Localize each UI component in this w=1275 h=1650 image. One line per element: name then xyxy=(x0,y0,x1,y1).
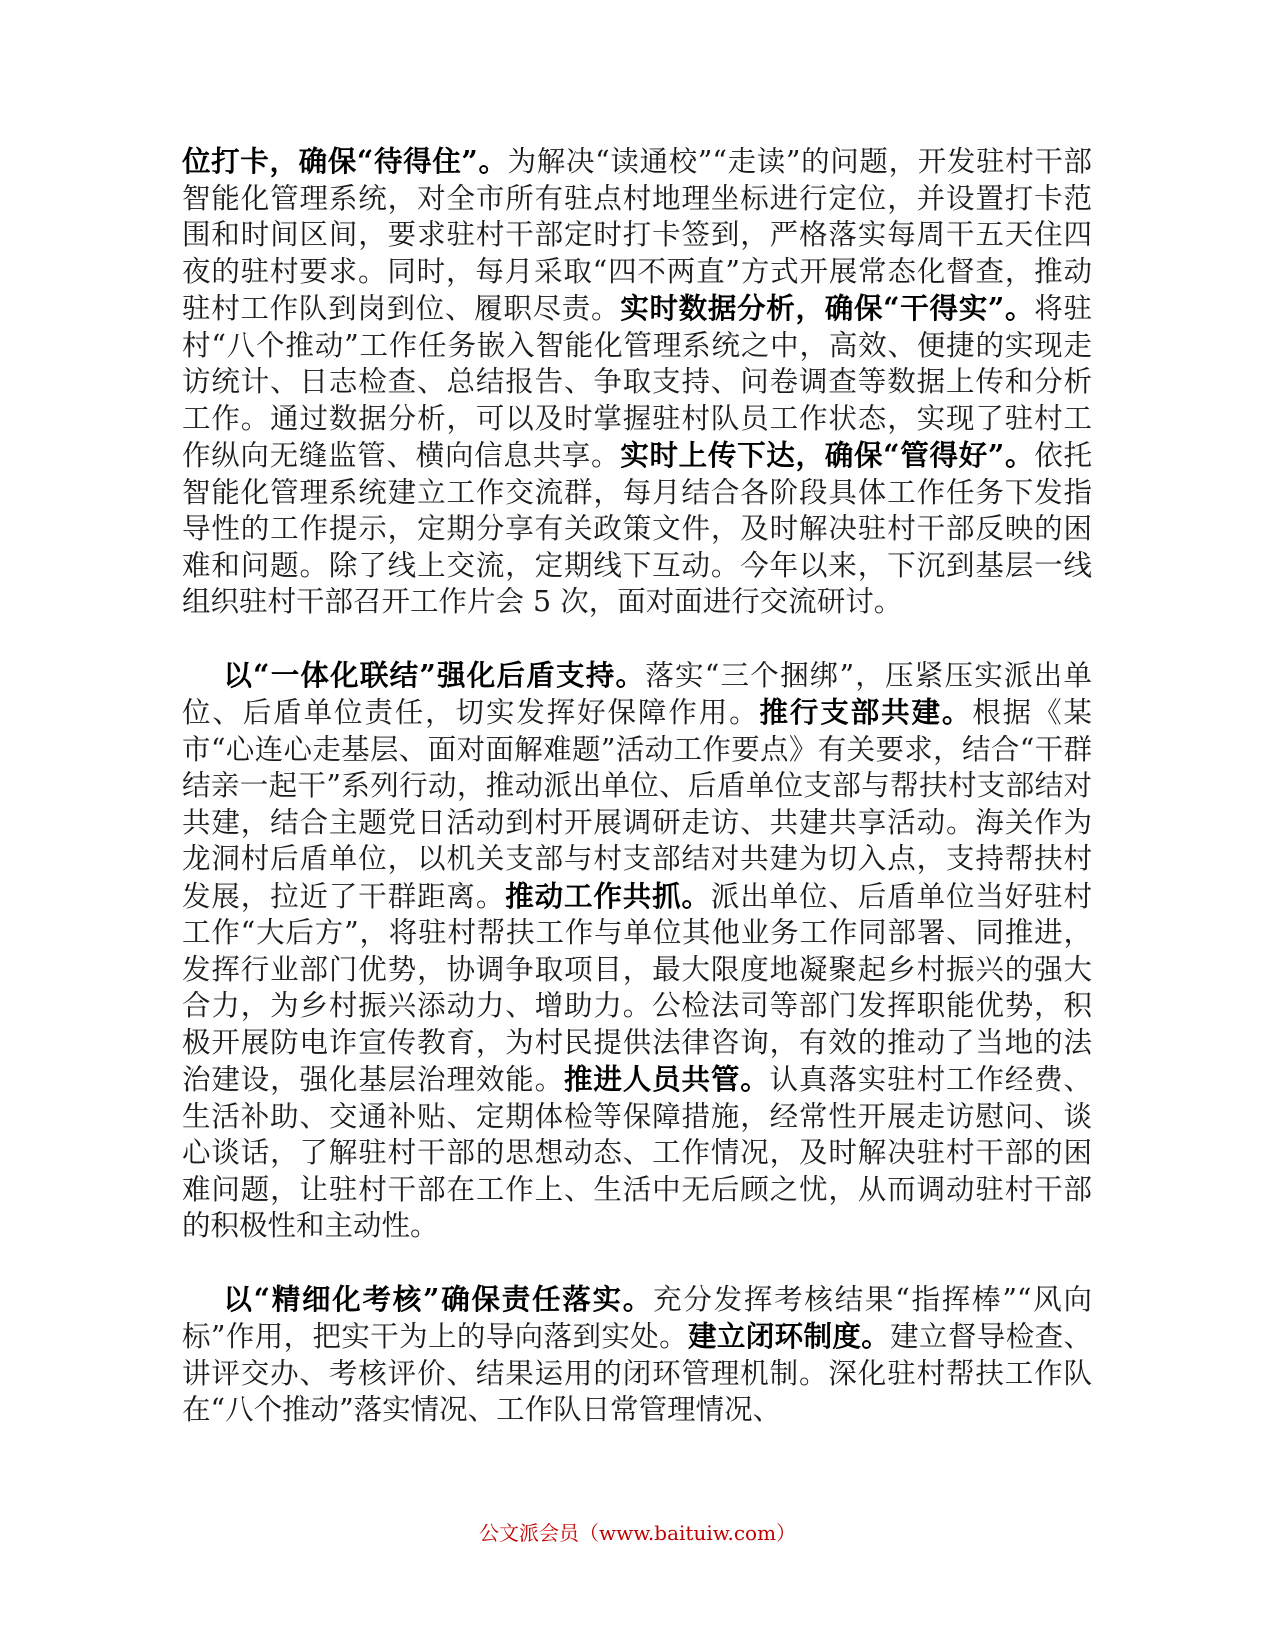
paragraph-3 xyxy=(182,1281,1092,1429)
paragraph-1 xyxy=(182,143,1092,621)
paragraph-text: 依托智能化管理系统建立工作交流群，每月结合各阶段具体工作任务下发指导性的工作提示，定期分享有关政策文件，及时解决驻村干部反映的困难和问题。除了线上交流，定期线下互动。今年以来，下沉到基层一线组织驻村干部召开工作片会 5 次，面对面进行交流研讨。 xyxy=(182,439,1092,618)
section-heading-assessment: 以“精细化考核”确保责任落实。 xyxy=(223,1281,654,1316)
paragraph-text: 将驻村“八个推动”工作任务嵌入智能化管理系统之中，高效、便捷的实现走访统计、日志检查、总结报告、争取支持、问卷调查等数据上传和分析工作。通过数据分析，可以及时掌握驻村队员工作状态，实现了驻村工作纵向无缝监管、横向信息共享。 xyxy=(182,292,1092,472)
paragraph-text: 派出单位、后盾单位当好驻村工作“大后方”，将驻村帮扶工作与单位其他业务工作同部署、同推进，发挥行业部门优势，协调争取项目，最大限度地凝聚起乡村振兴的强大合力，为乡村振兴添动力、增助力。公检法司等部门发挥职能优势，积极开展防电诈宣传教育，为村民提供法律咨询，有效的推动了当地的法治建设，强化基层治理效能。 xyxy=(182,879,1092,1096)
heading-branch-building: 推行支部共建。 xyxy=(759,695,973,729)
heading-work-together: 推动工作共抓。 xyxy=(505,878,711,913)
paragraph-text: 建立督导检查、讲评交办、考核评价、结果运用的闭环管理机制。深化驻村帮扶工作队在“八个推动”落实情况、工作队日常管理情况、 xyxy=(182,1320,1092,1426)
document-body xyxy=(182,143,1092,1429)
paragraph-2 xyxy=(182,657,1092,1245)
paragraph-text: 根据《某市“心连心走基层、面对面解难题”活动工作要点》有关要求，结合“干群结亲一起干”系列行动，推动派出单位、后盾单位支部与帮扶村支部结对共建，结合主题党日活动到村开展调研走访、共建共享活动。海关作为龙洞村后盾单位，以机关支部与村支部结对共建为切入点，支持帮扶村发展，拉近了干群距离。 xyxy=(182,696,1092,913)
heading-checkin: 位打卡，确保“待得住”。 xyxy=(182,144,508,178)
paragraph-text: 认真落实驻村工作经费、生活补助、交通补贴、定期体检等保障措施，经常性开展走访慰问、谈心谈话，了解驻村干部的思想动态、工作情况，及时解决驻村干部的困难问题，让驻村干部在工作上、生活中无后顾之忧，从而调动驻村干部的积极性和主动性。 xyxy=(182,1063,1092,1242)
heading-staff-management: 推进人员共管。 xyxy=(563,1062,770,1096)
heading-communication: 实时上传下达，确保“管得好”。 xyxy=(620,438,1035,472)
paragraph-text: 充分发挥考核结果“指挥棒”“风向标”作用，把实干为上的导向落到实处。 xyxy=(182,1282,1092,1353)
paragraph-text: 落实“三个捆绑”，压紧压实派出单位、后盾单位责任，切实发挥好保障作用。 xyxy=(182,658,1092,729)
footer-watermark: 公文派会员（www.baituiw.com） xyxy=(478,1521,797,1545)
heading-closed-loop: 建立闭环制度。 xyxy=(687,1319,891,1353)
paragraph-text: 为解决“读通校”“走读”的问题，开发驻村干部智能化管理系统，对全市所有驻点村地理坐标进行定位，并设置打卡范围和时间区间，要求驻村干部定时打卡签到，严格落实每周干五天住四夜的驻村要求。同时，每月采取“四不两直”方式开展常态化督查，推动驻村工作队到岗到位、履职尽责。 xyxy=(182,145,1092,325)
heading-data-analysis: 实时数据分析，确保“干得实”。 xyxy=(620,291,1035,325)
section-heading-support: 以“一体化联结”强化后盾支持。 xyxy=(223,657,646,692)
